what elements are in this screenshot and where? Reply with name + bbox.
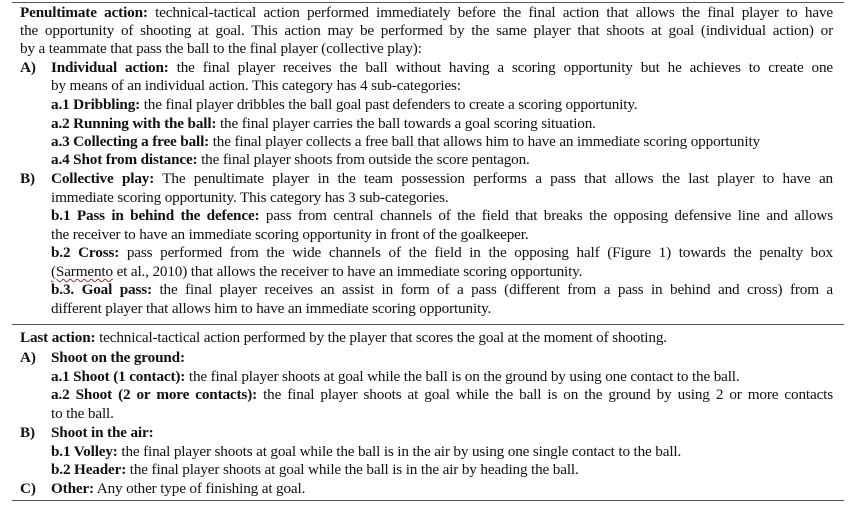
- ground-marker: A): [20, 349, 36, 366]
- subcategory-last-a1: a.1 Shoot (1 contact): the final player shoots at goal while the ball is on the ground by using one contact to the ball.: [51, 368, 740, 385]
- last-intro: Last action: technical-tactical action performed by the player that scores the goal at the moment of shooting.: [20, 329, 667, 346]
- subcategory-b3-line-2: different player that allows him to have an immediate scoring opportunity.: [51, 300, 492, 317]
- penultimate-intro-line-1: Penultimate action: technical-tactical action performed immediately before the final action that allows the final player to have: [20, 4, 833, 21]
- subcategory-last-b2: b.2 Header: the final player shoots at goal while the ball is in the air by heading the ball.: [51, 461, 579, 478]
- citation-author: (Sarmento: [51, 263, 113, 280]
- middle-rule: [12, 324, 844, 325]
- bottom-rule: [12, 500, 844, 501]
- subcategory-b1-line-1: b.1 Pass in behind the defence: pass from central channels of the field that breaks the opposing defensive line and allows: [51, 207, 833, 224]
- air-title: Shoot in the air:: [51, 424, 154, 441]
- collective-marker: B): [20, 170, 35, 187]
- individual-title: Individual action:: [51, 59, 169, 76]
- subcategory-last-a2-line-1: a.2 Shoot (2 or more contacts): the final player shoots at goal while the ball is on the ground by using 2 or more contacts: [51, 386, 833, 403]
- subcategory-b1-line-2: the receiver to have an immediate scoring opportunity in front of the goalkeeper.: [51, 226, 529, 243]
- individual-line-2: by means of an individual action. This category has 4 sub-categories:: [51, 77, 461, 94]
- air-marker: B): [20, 424, 35, 441]
- subcategory-last-a2-line-2: to the ball.: [51, 405, 114, 422]
- collective-line-2: immediate scoring opportunity. This category has 3 sub-categories.: [51, 189, 449, 206]
- individual-marker: A): [20, 59, 36, 76]
- top-rule: [12, 2, 844, 3]
- subcategory-a1: a.1 Dribbling: the final player dribbles the ball goal past defenders to create a scoring opportunity.: [51, 96, 638, 113]
- subcategory-b2-line-2: (Sarmento et al., 2010) that allows the receiver to have an immediate scoring opportunity.: [51, 263, 583, 280]
- individual-line-1: Individual action: the final player receives the ball without having a scoring opportunity but he achieves to create one: [51, 59, 833, 76]
- subcategory-b3-line-1: b.3. Goal pass: the final player receives an assist in form of a pass (different from a pass in behind and cross) from a: [51, 281, 834, 298]
- subcategory-a3: a.3 Collecting a free ball: the final player collects a free ball that allows him to have an immediate scoring opportunity: [51, 133, 760, 150]
- other-line: Other: Any other type of finishing at goal.: [51, 480, 306, 497]
- subcategory-a2: a.2 Running with the ball: the final player carries the ball towards a goal scoring situation.: [51, 115, 596, 132]
- last-heading: Last action:: [20, 329, 96, 346]
- ground-title: Shoot on the ground:: [51, 349, 185, 366]
- subcategory-last-b1: b.1 Volley: the final player shoots at goal while the ball is in the air by using one single contact to the ball.: [51, 443, 682, 460]
- penultimate-intro-line-3: by a teammate that pass the ball to the final player (collective play):: [20, 40, 422, 57]
- subcategory-a4: a.4 Shot from distance: the final player shoots from outside the score pentagon.: [51, 151, 530, 168]
- collective-title: Collective play:: [51, 170, 155, 187]
- other-marker: C): [20, 480, 36, 497]
- penultimate-heading: Penultimate action:: [20, 4, 148, 21]
- collective-line-1: Collective play: The penultimate player in the team possession performs a pass that allows the last player to have an: [51, 170, 833, 187]
- penultimate-intro-line-2: the opportunity of shooting at goal. This action may be performed by the same player that shoots at goal (individual action) or: [20, 22, 833, 39]
- subcategory-b2-line-1: b.2 Cross: pass performed from the wide channels of the field in the opposing half (Figure 1) towards the penalty box: [51, 244, 833, 261]
